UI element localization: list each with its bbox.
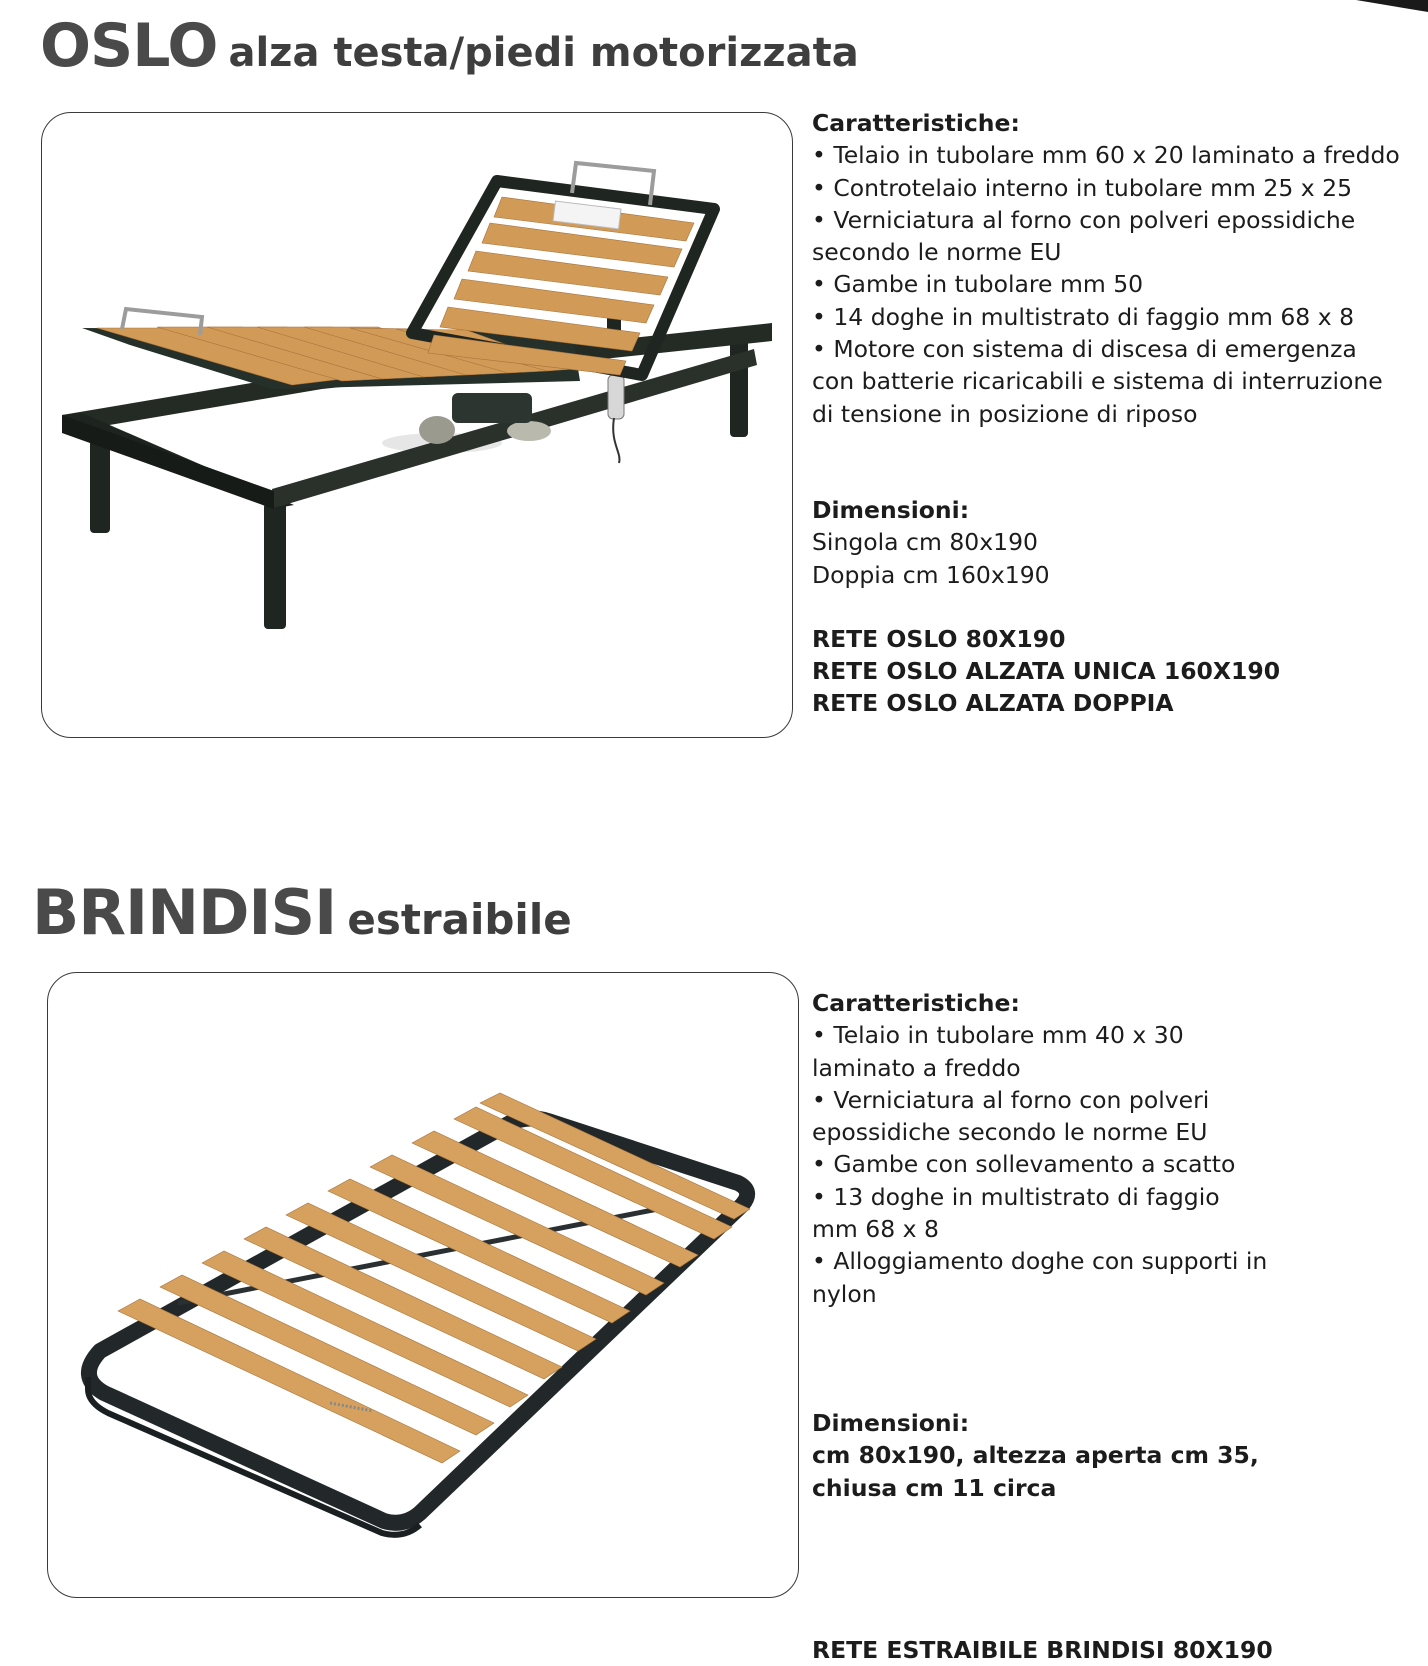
brindisi-specifications	[812, 987, 1402, 1666]
oslo-dimension: Singola cm 80x190	[812, 528, 1038, 557]
oslo-feature: • Verniciatura al forno con polveri epossidiche secondo le norme EU	[812, 205, 1356, 267]
oslo-feature: • Motore con sistema di discesa di emergenza con batterie ricaricabili e sistema di interruzione di tensione in posizione di riposo	[812, 335, 1383, 428]
oslo-dimension: Doppia cm 160x190	[812, 560, 1050, 589]
brindisi-title-sub: estraibile	[347, 895, 572, 944]
oslo-product-code: RETE OSLO ALZATA DOPPIA	[812, 689, 1174, 718]
brindisi-dimensions-heading: Dimensioni:	[812, 1408, 970, 1437]
brindisi-feature: • Alloggiamento doghe con supporti in nylon	[812, 1247, 1268, 1308]
brindisi-dimension: cm 80x190, altezza aperta cm 35,	[812, 1441, 1259, 1470]
oslo-product-photo	[41, 112, 793, 738]
brindisi-product-photo	[47, 972, 799, 1598]
brindisi-feature: • Gambe con sollevamento a scatto	[812, 1150, 1236, 1179]
oslo-feature: • 14 doghe in multistrato di faggio mm 68 x 8	[812, 302, 1355, 331]
corner-decoration	[1356, 0, 1428, 12]
oslo-title-sub: alza testa/piedi motorizzata	[228, 30, 859, 76]
oslo-dimensions-heading: Dimensioni:	[812, 495, 970, 524]
oslo-features-list	[812, 139, 1402, 430]
oslo-features-heading: Caratteristiche:	[812, 109, 1020, 137]
oslo-feature: • Controtelaio interno in tubolare mm 25 x 25	[812, 173, 1353, 202]
brindisi-dimension: chiusa cm 11 circa	[812, 1473, 1057, 1502]
oslo-specifications	[812, 107, 1402, 720]
brindisi-feature: • Telaio in tubolare mm 40 x 30 laminato a freddo	[812, 1021, 1184, 1082]
oslo-motorized-bed-image	[42, 113, 792, 737]
brindisi-features-heading: Caratteristiche:	[812, 989, 1020, 1017]
brindisi-feature: • Verniciatura al forno con polveri epossidiche secondo le norme EU	[812, 1085, 1210, 1147]
oslo-title	[40, 11, 859, 81]
oslo-product-code: RETE OSLO 80X190	[812, 624, 1066, 653]
brindisi-feature: • 13 doghe in multistrato di faggio mm 68 x 8	[812, 1182, 1220, 1244]
oslo-feature: • Gambe in tubolare mm 50	[812, 270, 1144, 299]
brindisi-product-code: RETE ESTRAIBILE BRINDISI 80X190	[812, 1635, 1273, 1664]
brindisi-title	[32, 876, 572, 949]
brindisi-features-list	[812, 1019, 1272, 1310]
oslo-feature: • Telaio in tubolare mm 60 x 20 laminato a freddo	[812, 141, 1400, 170]
oslo-product-code: RETE OSLO ALZATA UNICA 160X190	[812, 657, 1281, 686]
brindisi-title-main: BRINDISI	[32, 876, 337, 949]
oslo-title-main: OSLO	[40, 11, 218, 81]
brindisi-slatted-base-image	[48, 973, 798, 1597]
